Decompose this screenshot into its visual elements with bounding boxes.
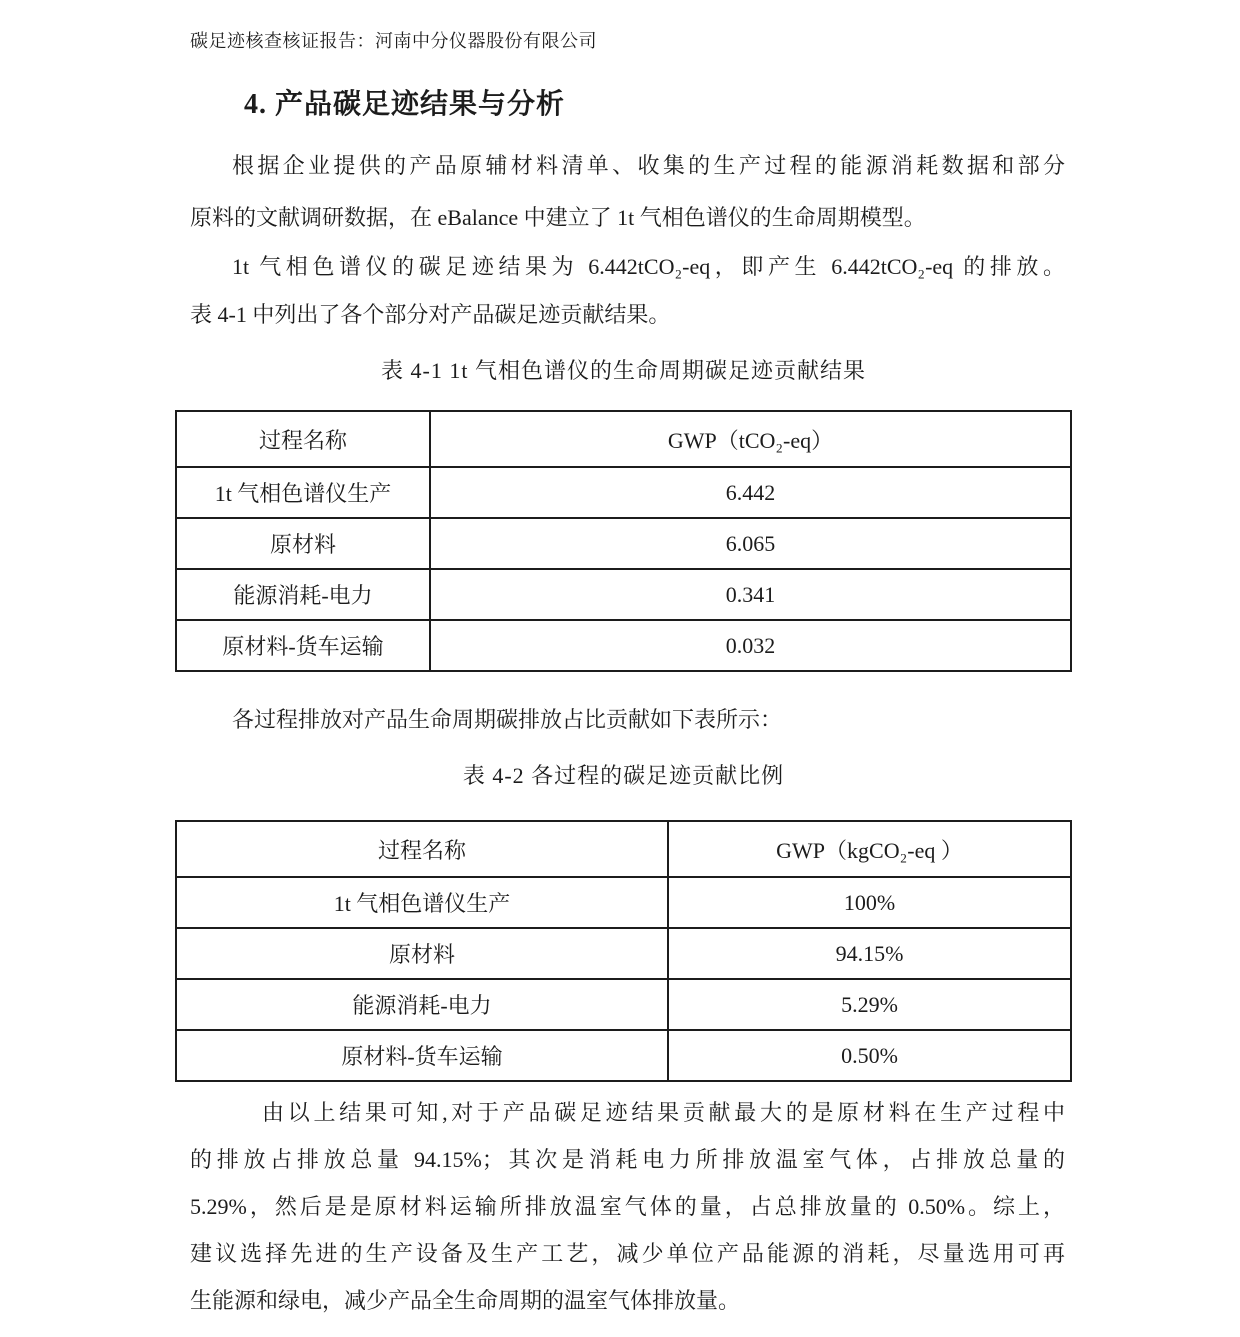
- table-row: [176, 467, 1071, 518]
- table-row: [176, 518, 1071, 569]
- header-cell-process: 过程名称: [176, 821, 668, 877]
- cell-process: 原材料-货车运输: [176, 1030, 668, 1081]
- paragraph-mid: [190, 703, 1065, 737]
- cell-process: 原材料: [176, 928, 668, 979]
- cell-gwp: 100%: [668, 877, 1071, 928]
- paragraph-line: 原料的文献调研数据，在 eBalance 中建立了 1t 气相色谱仪的生命周期模型。: [190, 205, 926, 230]
- paragraph-line: 根据企业提供的产品原辅材料清单、收集的生产过程的能源消耗数据和部分: [232, 153, 1065, 178]
- table-header-row: [176, 821, 1071, 877]
- table-4-2-caption: 表 4-2 各过程的碳足迹贡献比例: [462, 763, 785, 788]
- header-cell-gwp: GWP（tCO₂-eq）: [430, 411, 1071, 467]
- cell-gwp: 6.442: [430, 467, 1071, 518]
- table-4-2: [175, 820, 1072, 1082]
- table-row: [176, 1030, 1071, 1081]
- cell-gwp: 94.15%: [668, 928, 1071, 979]
- cell-process: 1t 气相色谱仪生产: [176, 877, 668, 928]
- cell-gwp: 0.032: [430, 620, 1071, 671]
- table-row: [176, 979, 1071, 1030]
- table-header-row: [176, 411, 1071, 467]
- section-heading: 4. 产品碳足迹结果与分析: [244, 89, 566, 120]
- report-header: 碳足迹核查核证报告：河南中分仪器股份有限公司: [190, 31, 597, 51]
- table-row: [176, 928, 1071, 979]
- paragraph-line: 由以上结果可知,对于产品碳足迹结果贡献最大的是原材料在生产过程中: [262, 1100, 1065, 1125]
- cell-process: 1t 气相色谱仪生产: [176, 467, 430, 518]
- table-row: [176, 877, 1071, 928]
- table-row: [176, 569, 1071, 620]
- table-4-1-caption: 表 4-1 1t 气相色谱仪的生命周期碳足迹贡献结果: [381, 358, 866, 383]
- paragraph-intro: [190, 140, 1065, 244]
- paragraph-line: 的排放占排放总量 94.15%；其次是消耗电力所排放温室气体，占排放总量的: [190, 1147, 1065, 1172]
- paragraph-line: 5.29%，然后是是原材料运输所排放温室气体的量，占总排放量的 0.50%。综上，: [190, 1194, 1065, 1219]
- paragraph-conclusion: [190, 1089, 1065, 1324]
- header-cell-process: 过程名称: [176, 411, 430, 467]
- cell-process: 原材料-货车运输: [176, 620, 430, 671]
- cell-gwp: 0.50%: [668, 1030, 1071, 1081]
- paragraph-line: 各过程排放对产品生命周期碳排放占比贡献如下表所示：: [232, 707, 783, 732]
- cell-gwp: 5.29%: [668, 979, 1071, 1030]
- paragraph-line: 1t 气相色谱仪的碳足迹结果为 6.442tCO₂-eq，即产生 6.442tCO₂-eq 的排放。: [232, 254, 1065, 279]
- cell-gwp: 6.065: [430, 518, 1071, 569]
- paragraph-line: 生能源和绿电，减少产品全生命周期的温室气体排放量。: [190, 1288, 741, 1313]
- cell-process: 能源消耗-电力: [176, 979, 668, 1030]
- cell-process: 能源消耗-电力: [176, 569, 430, 620]
- paragraph-line: 表 4-1 中列出了各个部分对产品碳足迹贡献结果。: [190, 302, 671, 327]
- cell-process: 原材料: [176, 518, 430, 569]
- table-row: [176, 620, 1071, 671]
- header-cell-gwp: GWP（kgCO₂-eq ）: [668, 821, 1071, 877]
- paragraph-line: 建议选择先进的生产设备及生产工艺，减少单位产品能源的消耗，尽量选用可再: [190, 1241, 1065, 1266]
- cell-gwp: 0.341: [430, 569, 1071, 620]
- table-4-1: [175, 410, 1072, 672]
- paragraph-result: [190, 243, 1065, 339]
